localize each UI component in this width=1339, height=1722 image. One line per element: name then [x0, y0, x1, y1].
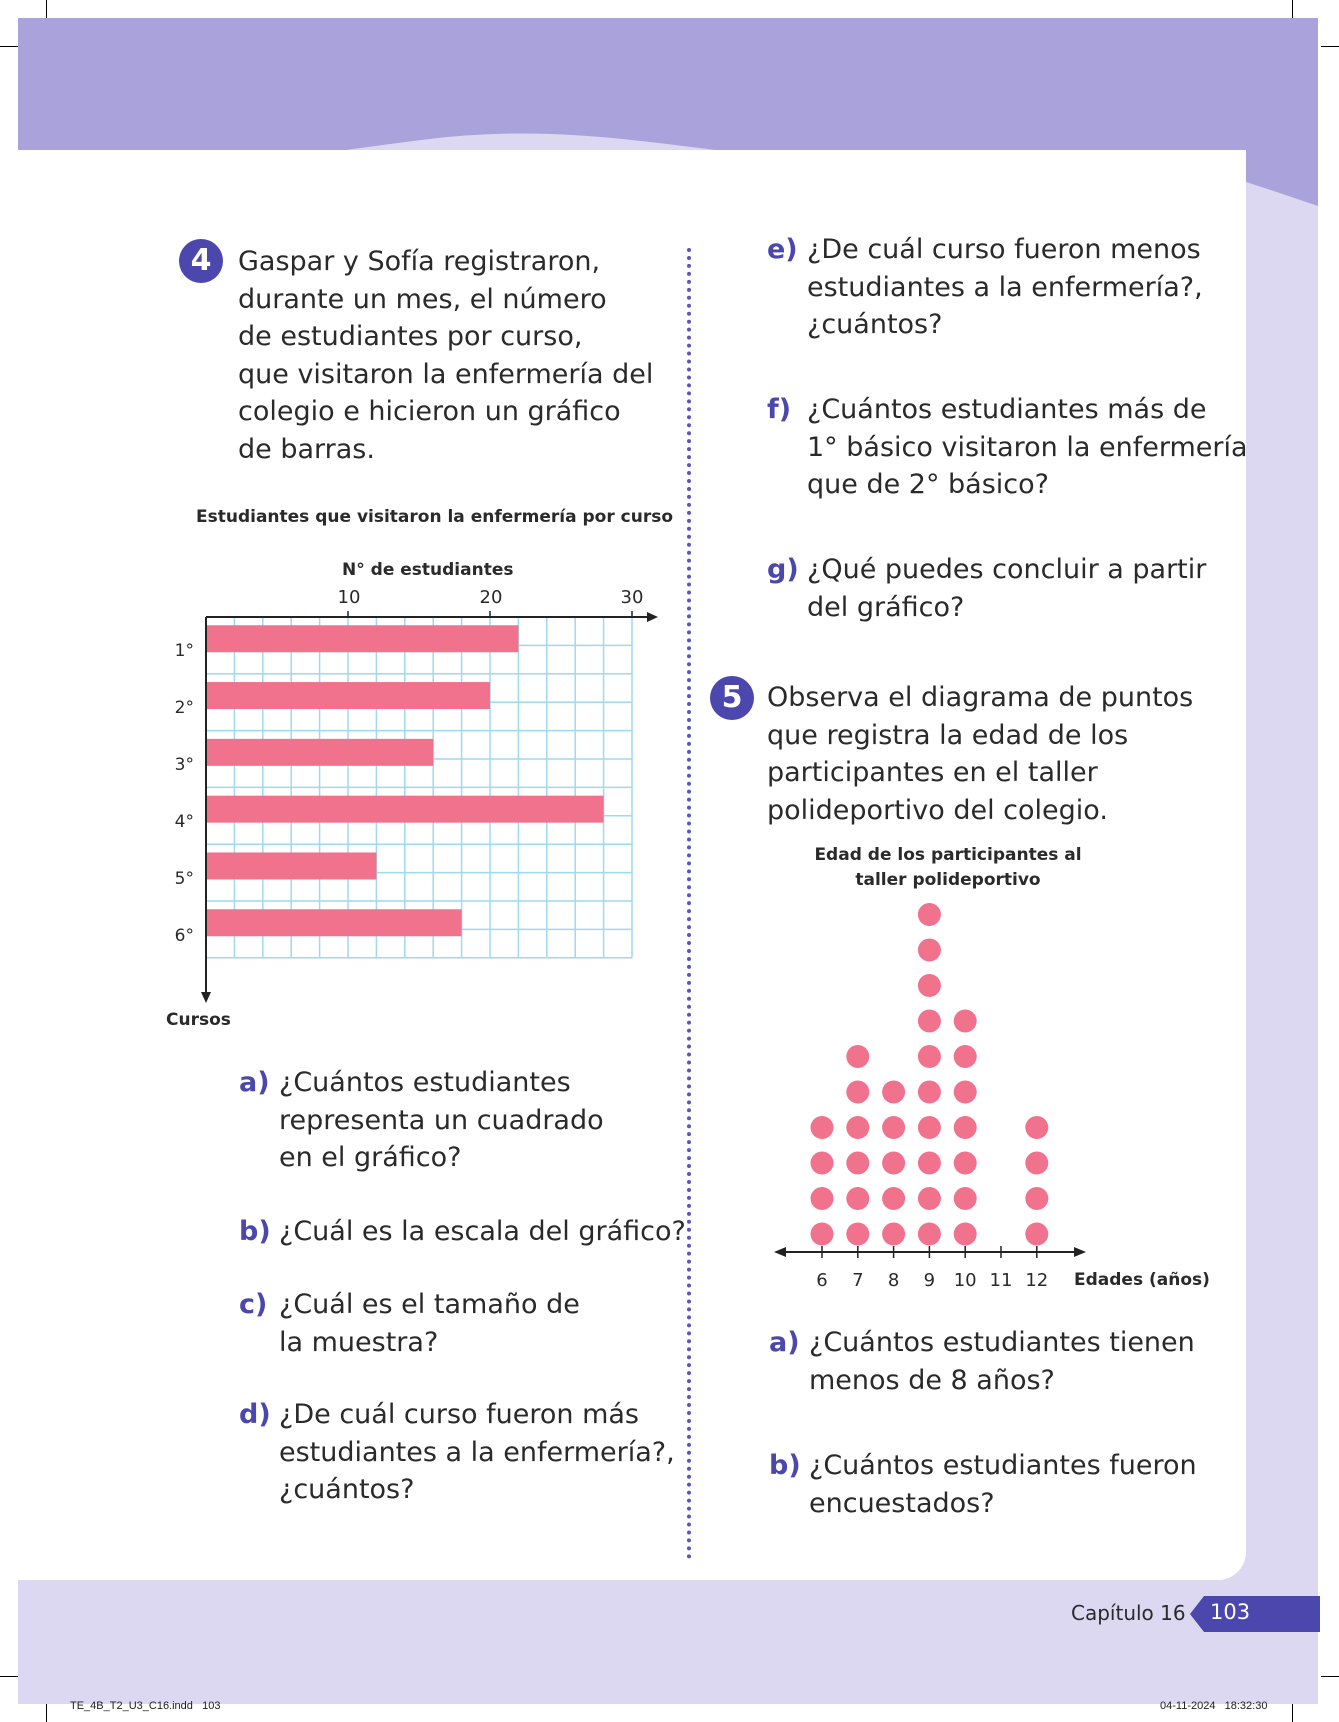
course-label-4: 4°	[174, 812, 194, 832]
bar-chart-ylabel: Cursos	[166, 1010, 231, 1030]
question-label: e)	[767, 234, 798, 265]
date-slug: 04-11-2024 18:32:30	[1160, 1700, 1268, 1712]
age-label: 10	[953, 1270, 977, 1291]
x-tick-label: 10	[337, 587, 361, 608]
file-slug: TE_4B_T2_U3_C16.indd 103	[70, 1700, 221, 1712]
age-label: 6	[816, 1270, 828, 1291]
question-label: b)	[769, 1450, 801, 1481]
question-label: d)	[239, 1399, 271, 1430]
crop-mark	[1321, 1676, 1339, 1677]
problem-4-text: Gaspar y Sofía registraron, durante un mes, el número de estudiantes por curso, que visitaron la enfermería del colegio e hicieron un gráfico de barras.	[238, 246, 654, 465]
crop-mark	[1321, 46, 1339, 47]
question-5a: a) ¿Cuántos estudiantes tienen menos de 8 años?	[809, 1324, 1195, 1399]
crop-mark	[46, 0, 47, 18]
x-tick-label: 30	[620, 587, 644, 608]
problem-5-badge: 5	[710, 676, 754, 720]
crop-mark	[1292, 1704, 1293, 1722]
age-label: 11	[989, 1270, 1013, 1291]
course-label-1: 1°	[174, 641, 194, 661]
bar-chart-title: Estudiantes que visitaron la enfermería por curso	[196, 507, 673, 527]
column-divider	[687, 248, 691, 1560]
question-4e: e) ¿De cuál curso fueron menos estudiantes a la enfermería?, ¿cuántos?	[807, 231, 1203, 344]
age-label: 9	[923, 1270, 936, 1291]
crop-mark	[46, 1704, 47, 1722]
question-4d: d) ¿De cuál curso fueron más estudiantes a la enfermería?, ¿cuántos?	[279, 1396, 675, 1509]
dot-plot-title: Edad de los participantes al taller polideportivo	[814, 845, 1082, 890]
crop-mark	[1292, 0, 1293, 18]
question-4g: g) ¿Qué puedes concluir a partir del gráfico?	[807, 551, 1206, 626]
question-label: a)	[769, 1327, 800, 1358]
dot-plot-xlabel: Edades (años)	[1074, 1270, 1210, 1290]
page-number: 103	[1210, 1600, 1251, 1624]
problem-4-badge: 4	[179, 239, 223, 283]
question-label: b)	[239, 1216, 271, 1247]
question-label: a)	[239, 1067, 270, 1098]
crop-mark	[0, 46, 18, 47]
age-label: 7	[852, 1270, 864, 1291]
question-label: g)	[767, 554, 799, 585]
question-5b: b) ¿Cuántos estudiantes fueron encuestados?	[809, 1447, 1197, 1522]
age-label: 8	[887, 1270, 900, 1291]
course-label-2: 2°	[174, 698, 194, 718]
question-4f: f) ¿Cuántos estudiantes más de 1° básico visitaron la enfermería que de 2° básico?	[807, 391, 1248, 504]
crop-mark	[0, 1676, 18, 1677]
question-4a: a) ¿Cuántos estudiantes representa un cuadrado en el gráfico?	[279, 1064, 604, 1177]
question-label: c)	[239, 1289, 268, 1320]
course-label-3: 3°	[174, 755, 194, 775]
course-label-6: 6°	[174, 926, 194, 946]
bar-chart-xlabel: N° de estudiantes	[342, 560, 514, 580]
chapter-label: Capítulo 16	[1071, 1601, 1186, 1625]
question-label: f)	[767, 394, 792, 425]
question-4b: b) ¿Cuál es la escala del gráfico?	[279, 1213, 686, 1251]
question-4c: c) ¿Cuál es el tamaño de la muestra?	[279, 1286, 580, 1361]
x-tick-label: 20	[479, 587, 503, 608]
course-label-5: 5°	[174, 869, 194, 889]
age-label: 12	[1025, 1270, 1049, 1291]
problem-5-text: Observa el diagrama de puntos que registra la edad de los participantes en el taller polideportivo del colegio.	[767, 682, 1194, 826]
